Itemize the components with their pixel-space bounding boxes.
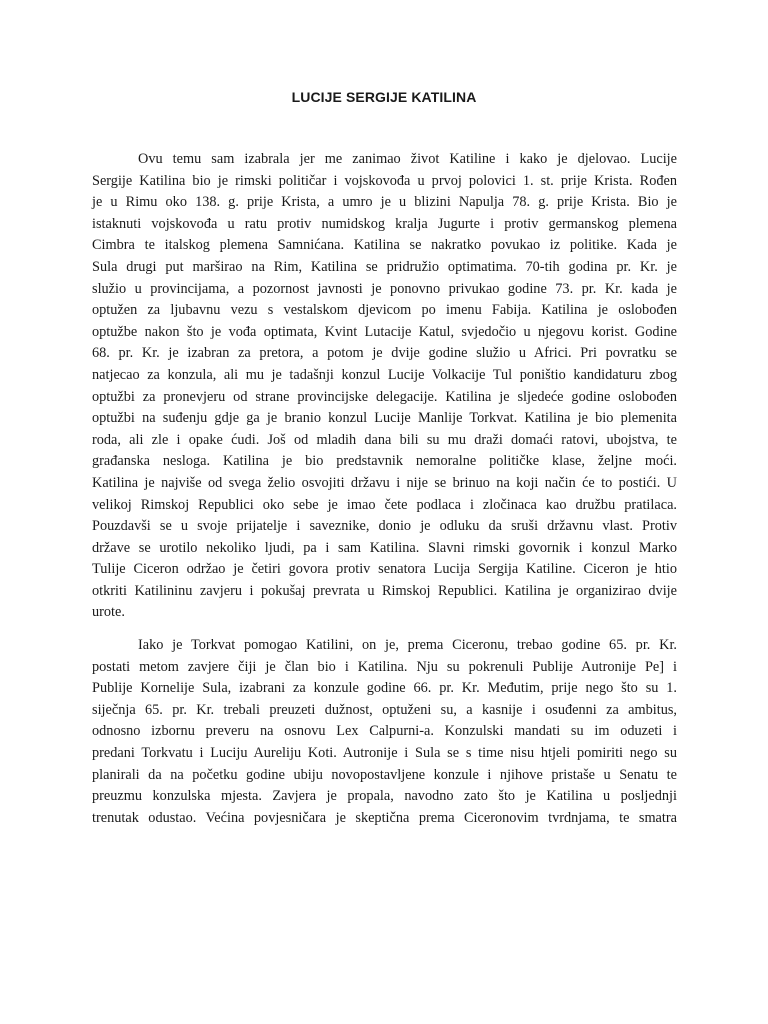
paragraph-gap [92,624,677,635]
text-line: odnosno izbornu preveru na osnovu Lex Calpurni-a. Konzulski mandati su im oduzeti i [92,723,677,740]
text-line: Sergije Katilina bio je rimski političar i vojskovođa u prvoj polovici 1. st. prije Krista. Rođen [92,172,677,189]
text-line: Katilina je najviše od svega želio osvojiti državu i nije se brinuo na koji način će to postići. U [92,474,677,491]
text-line: je u Rimu oko 138. g. prije Krista, a umro je u blizini Napulja 78. g. prije Krista. Bio je [92,194,677,211]
document-body [92,149,677,829]
text-line: Cimbra te italskog plemena Samnićana. Katilina se nakratko povukao iz politike. Kada je [92,237,677,254]
text-line: preuzmu konzulska mjesta. Zavjera je propala, navodno zato što je Katilina u posljednji [92,788,677,805]
text-line: građanska nesloga. Katilina je bio predstavnik nemoralne političke klase, željne moći. [92,453,677,470]
text-line: natjecao za konzula, ali mu je tadašnji konzul Lucije Volkacije Tul poništio kandidaturu zbog [92,366,677,383]
paragraph-1 [92,149,677,624]
text-line: 68. pr. Kr. je izabran za pretora, a potom je dvije godine služio u Africi. Pri povratku se [92,345,677,362]
text-line: siječnja 65. pr. Kr. trebali preuzeti dužnost, optuženi su, a kasnije i osuđenni za ambitus, [92,701,677,718]
text-line: Iako je Torkvat pomogao Katilini, on je, prema Ciceronu, trebao godine 65. pr. Kr. [138,637,677,654]
text-line: optužbe nakon što je vođa optimata, Kvint Lutacije Katul, svjedočio u njegovu korist. Godine [92,323,677,340]
text-line: Publije Kornelije Sula, izabrani za konzule godine 66. pr. Kr. Međutim, prije nego što su 1. [92,680,677,697]
text-line: postati metom zavjere čiji je član bio i Katilina. Nju su pokrenuli Publije Autronije Pe] i [92,658,677,675]
text-line: Pouzdavši se u svoje prijatelje i saveznike, donio je odluku da sruši državnu vlast. Protiv [92,518,677,535]
text-line: Ovu temu sam izabrala jer me zanimao život Katiline i kako je djelovao. Lucije [138,151,677,167]
text-line: optužbi na suđenju gdje ga je branio konzul Lucije Manlije Torkvat. Katilina je bio plemenita [92,410,677,427]
text-line: otkriti Katilininu zavjeru i pokušaj prevrata u Rimskoj Republici. Katilina je organizirao dvije [92,582,677,599]
text-line: planirali da na početku godine ubiju novopostavljene konzule i njihove pristaše u Senatu te [92,766,677,783]
text-line: roda, ali zle i opake ćudi. Još od mladih dana bili su mu draži domaći ratovi, ubojstva, te [92,431,677,448]
text-line: predani Torkvatu i Luciju Aureliju Koti. Autronije i Sula se s time nisu htjeli pomiriti nego su [92,745,677,762]
text-line: Tulije Ciceron održao je četiri govora protiv senatora Lucija Sergija Katiline. Ciceron je htio [92,561,677,578]
text-line: Sula drugi put marširao na Rim, Katilina se pridružio optimatima. 70-tih godina pr. Kr. je [92,258,677,275]
text-line: velikoj Rimskoj Republici oko sebe je imao čete podlaca i zločinaca kao družbu pratilaca. [92,496,677,513]
text-line: služio u provincijama, a pozornost javnosti je ponovno privukao godine 73. pr. Kr. kada je [92,280,677,297]
text-line: države se urotilo nekoliko ljudi, pa i sam Katilina. Slavni rimski govornik i konzul Marko [92,539,677,556]
paragraph-2 [92,635,677,829]
text-line: optužbi za pronevjeru od strane provincijske delegacije. Katilina je sljedeće godine oslobođen [92,388,677,405]
text-line: trenutak odustao. Većina povjesničara je skeptična prema Ciceronovim tvrdnjama, te smatra [92,809,677,826]
text-line: istaknuti vojskovođa u ratu protiv numidskog kralja Jugurte i protiv germanskog plemena [92,215,677,232]
text-line: urote. [92,604,125,621]
text-line: optužen za ljubavnu vezu s vestalskom djevicom po imenu Fabija. Katilina je oslobođen [92,302,677,319]
document-title: LUCIJE SERGIJE KATILINA [291,89,477,105]
